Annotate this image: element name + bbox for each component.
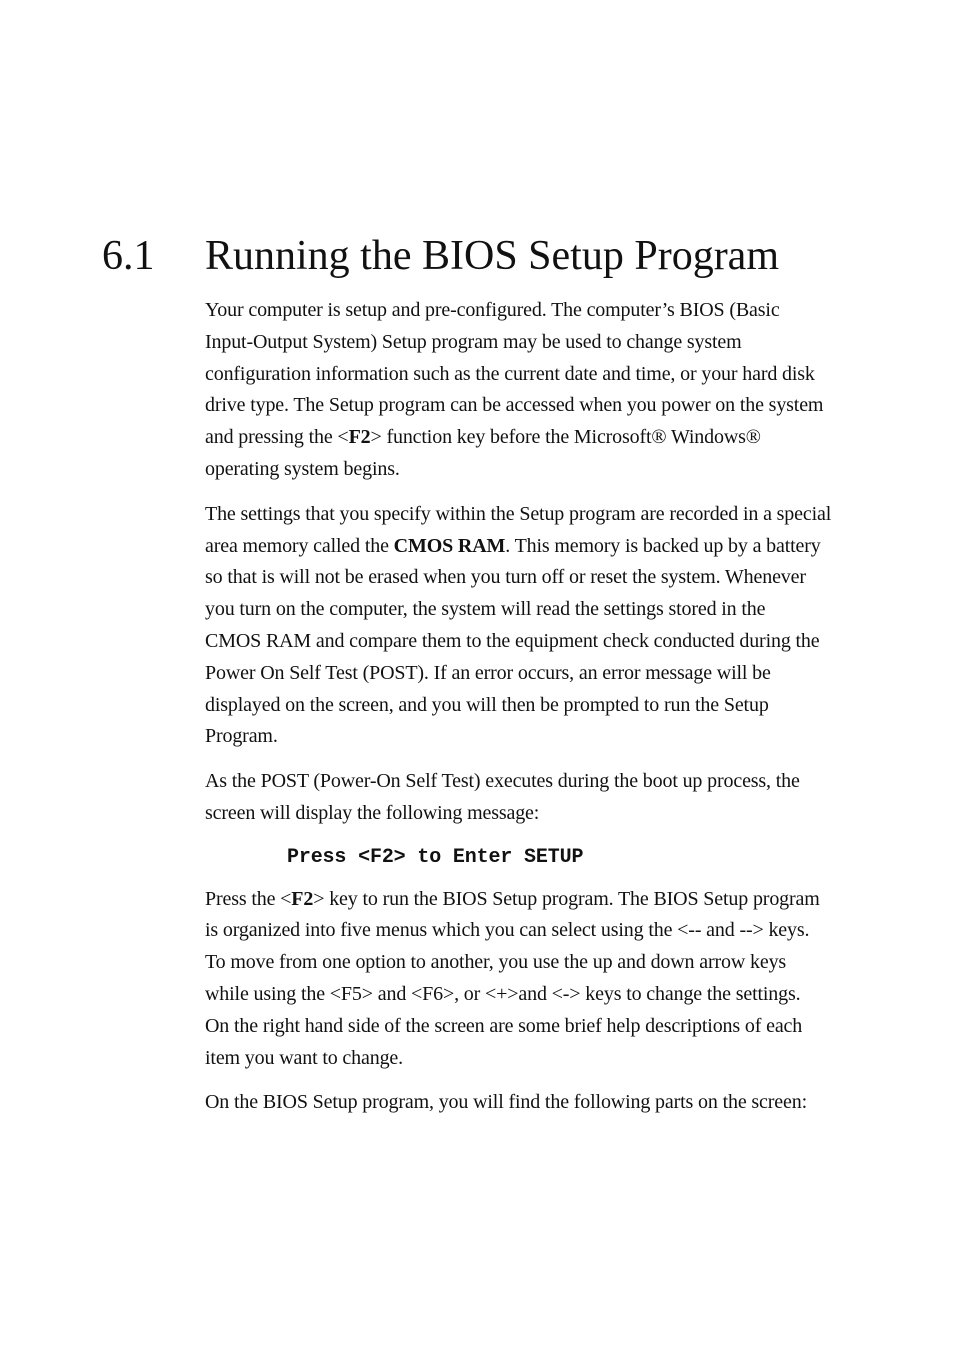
paragraph-cmos [205,499,917,753]
text-line: As the POST (Power-On Self Test) executes during the boot up process, the [205,770,800,793]
text-line: Press the <F2> key to run the BIOS Setup program. The BIOS Setup program [205,887,820,910]
text-line: Your computer is setup and pre-configured. The computer’s BIOS (Basic [205,299,780,321]
body-text [205,295,917,1119]
text-line: CMOS RAM and compare them to the equipment check conducted during the [205,629,820,652]
paragraph-intro [205,295,917,486]
paragraph-screen-parts [205,1087,917,1119]
paragraph-navigation [205,884,917,1075]
text-line: so that is will not be erased when you turn off or reset the system. Whenever [205,566,806,589]
text-line: displayed on the screen, and you will then be prompted to run the Setup [205,693,769,716]
text-line: Input-Output System) Setup program may be used to change system [205,330,742,353]
text-line: you turn on the computer, the system will read the settings stored in the [205,598,766,621]
term-cmos-ram: CMOS RAM [393,534,506,557]
text-line: is organized into five menus which you can select using the <-- and --> keys. [205,919,810,942]
text-line: screen will display the following message: [205,801,540,824]
paragraph-post [205,766,917,830]
setup-prompt-message: Press <F2> to Enter SETUP [287,845,584,869]
text-line: while using the <F5> and <F6>, or <+>and <-> keys to change the settings. [205,982,801,1005]
key-name: F2 [348,426,371,449]
section-heading [102,228,922,284]
text-line: Program. [205,725,278,748]
section-title: Running the BIOS Setup Program [205,233,779,279]
text-line: On the BIOS Setup program, you will find the following parts on the screen: [205,1091,807,1114]
text-line: and pressing the <F2> function key before the Microsoft® Windows® [205,426,761,449]
text-line: The settings that you specify within the Setup program are recorded in a special [205,502,832,525]
key-name: F2 [291,887,314,910]
section-number: 6.1 [102,233,155,279]
text-line: area memory called the CMOS RAM. This memory is backed up by a battery [205,534,821,557]
text-line: Power On Self Test (POST). If an error occurs, an error message will be [205,661,771,684]
text-line: operating system begins. [205,457,400,480]
text-line: To move from one option to another, you use the up and down arrow keys [205,951,787,974]
text-line: configuration information such as the current date and time, or your hard disk [205,362,815,385]
text-line: drive type. The Setup program can be accessed when you power on the system [205,394,824,417]
text-line: On the right hand side of the screen are some brief help descriptions of each [205,1014,803,1037]
text-line: item you want to change. [205,1046,404,1069]
